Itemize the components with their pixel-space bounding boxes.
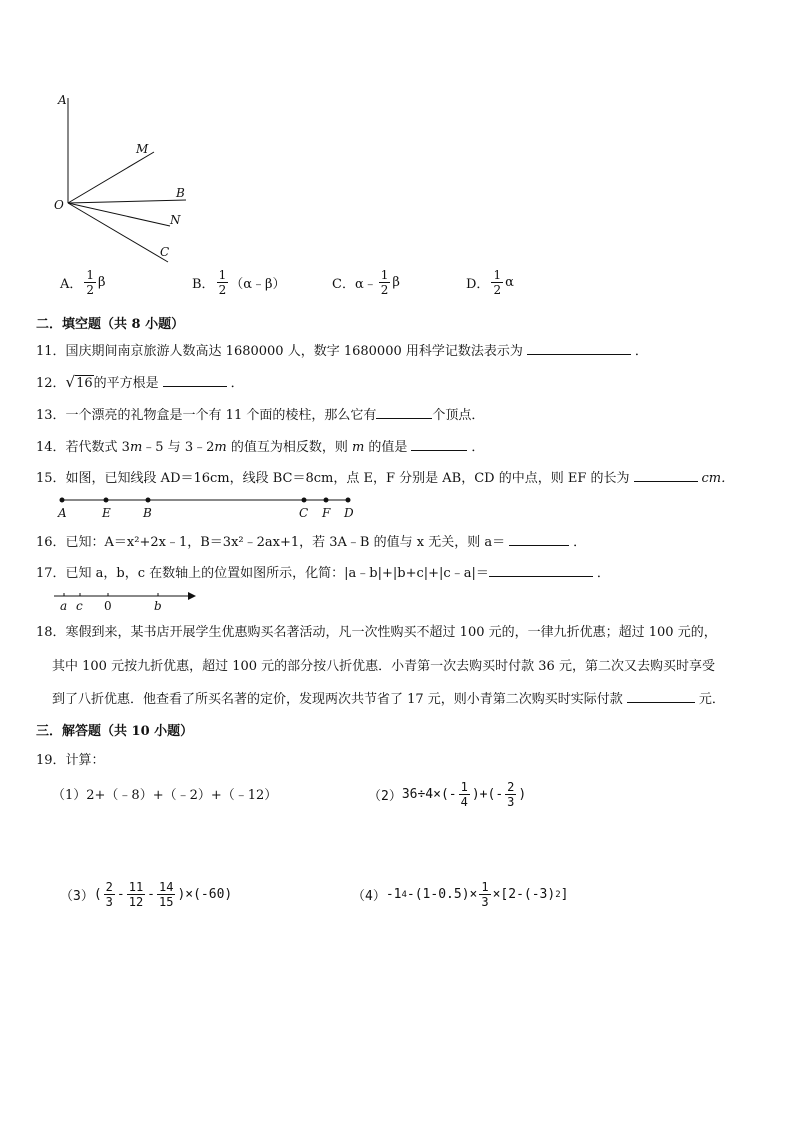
label-b: B: [176, 186, 185, 200]
label-o: O: [54, 198, 64, 212]
question-11: 11．国庆期间南京旅游人数高达 1680000 人，数字 1680000 用科学记数法表示为 ．: [36, 344, 648, 359]
label-c: C: [160, 245, 170, 259]
section-2-title: 二．填空题（共 8 小题）: [36, 317, 185, 332]
question-18-line-2: 其中 100 元按九折优惠，超过 100 元的部分按八折优惠．小青第一次去购买时付款 36 元，第二次又去购买时享受: [52, 659, 715, 674]
point-f: [324, 498, 329, 503]
q19-part-2: （2） 36÷4×( - $\frac{1}{4}$ )+( - $\frac{2}{3}$ ): [368, 780, 527, 809]
answer-blank[interactable]: [509, 533, 569, 546]
q19-part-1: （1）2+（﹣8）+（﹣2）+（﹣12）: [52, 788, 278, 803]
label-n: N: [170, 213, 181, 227]
answer-blank[interactable]: [634, 469, 698, 482]
sqrt-symbol: √: [65, 373, 76, 391]
segment-figure: [50, 492, 370, 522]
label-a-point: a: [60, 599, 68, 613]
label-zero: 0: [104, 599, 112, 613]
question-12: 12．√16的平方根是 ．: [36, 373, 244, 391]
option-a: A． $\frac{1}{2}$ β: [60, 268, 106, 297]
axis-arrow-icon: [188, 592, 196, 600]
label-m: M: [136, 142, 149, 156]
label-point-f: F: [322, 506, 331, 520]
option-b: B． $\frac{1}{2}$ （α﹣β）: [192, 268, 286, 297]
question-17: 17．已知 a，b，c 在数轴上的位置如图所示，化简：|a﹣b|+|b+c|+|c﹣a|＝ ．: [36, 566, 610, 581]
section-3-title: 三．解答题（共 10 小题）: [36, 724, 194, 739]
label-c-point: c: [76, 599, 83, 613]
question-13: 13．一个漂亮的礼物盒是一个有 11 个面的棱柱，那么它有 个顶点．: [36, 408, 485, 423]
ray-ob: [68, 200, 186, 203]
question-18-line-1: 18．寒假到来，某书店开展学生优惠购买名著活动，凡一次性购买不超过 100 元的，一律九折优惠；超过 100 元的，: [36, 625, 717, 640]
answer-blank[interactable]: [527, 342, 631, 355]
question-19-title: 19．计算：: [36, 753, 105, 768]
ray-oc: [68, 203, 168, 262]
label-point-a: A: [58, 506, 67, 520]
number-line: [50, 586, 210, 616]
ray-om: [68, 152, 154, 203]
ray-on: [68, 203, 170, 226]
point-a: [60, 498, 65, 503]
answer-blank[interactable]: [411, 438, 467, 451]
question-16: 16．已知：A＝x²+2x﹣1，B＝3x²﹣2ax+1，若 3A﹣B 的值与 x 无关，则 a＝ ．: [36, 535, 587, 550]
point-c: [302, 498, 307, 503]
label-b-point: b: [154, 599, 162, 613]
label-point-d: D: [344, 506, 354, 520]
angle-figure: [50, 90, 210, 270]
option-c: C．α﹣ $\frac{1}{2}$ β: [332, 268, 400, 297]
point-d: [346, 498, 351, 503]
label-point-b: B: [143, 506, 152, 520]
label-point-c: C: [299, 506, 309, 520]
point-e: [104, 498, 109, 503]
question-14: 14．若代数式 3m﹣5 与 3﹣2m 的值互为相反数，则 m 的值是 ．: [36, 440, 485, 455]
option-d: D． $\frac{1}{2}$ α: [466, 268, 514, 297]
answer-blank[interactable]: [627, 690, 695, 703]
question-18-line-3: 到了八折优惠．他查看了所买名著的定价，发现两次共节省了 17 元，则小青第二次购买时实际付款 元．: [52, 692, 725, 707]
label-point-e: E: [102, 506, 111, 520]
answer-blank[interactable]: [376, 406, 432, 419]
answer-blank[interactable]: [489, 564, 593, 577]
q19-part-4: （4） -1 4 -(1-0.5)× $\frac{1}{3}$ ×[2-(-3) 2 ]: [352, 880, 569, 909]
point-b: [146, 498, 151, 503]
question-15: 15．如图，已知线段 AD＝16cm，线段 BC＝8cm，点 E，F 分别是 AB，CD 的中点，则 EF 的长为 cm．: [36, 471, 735, 486]
q19-part-3: （3） ( $\frac{2}{3}$ - $\frac{11}{12}$ - $\frac{14}{15}$ )×(-60): [60, 880, 233, 909]
answer-blank[interactable]: [163, 374, 227, 387]
label-a: A: [58, 93, 67, 107]
